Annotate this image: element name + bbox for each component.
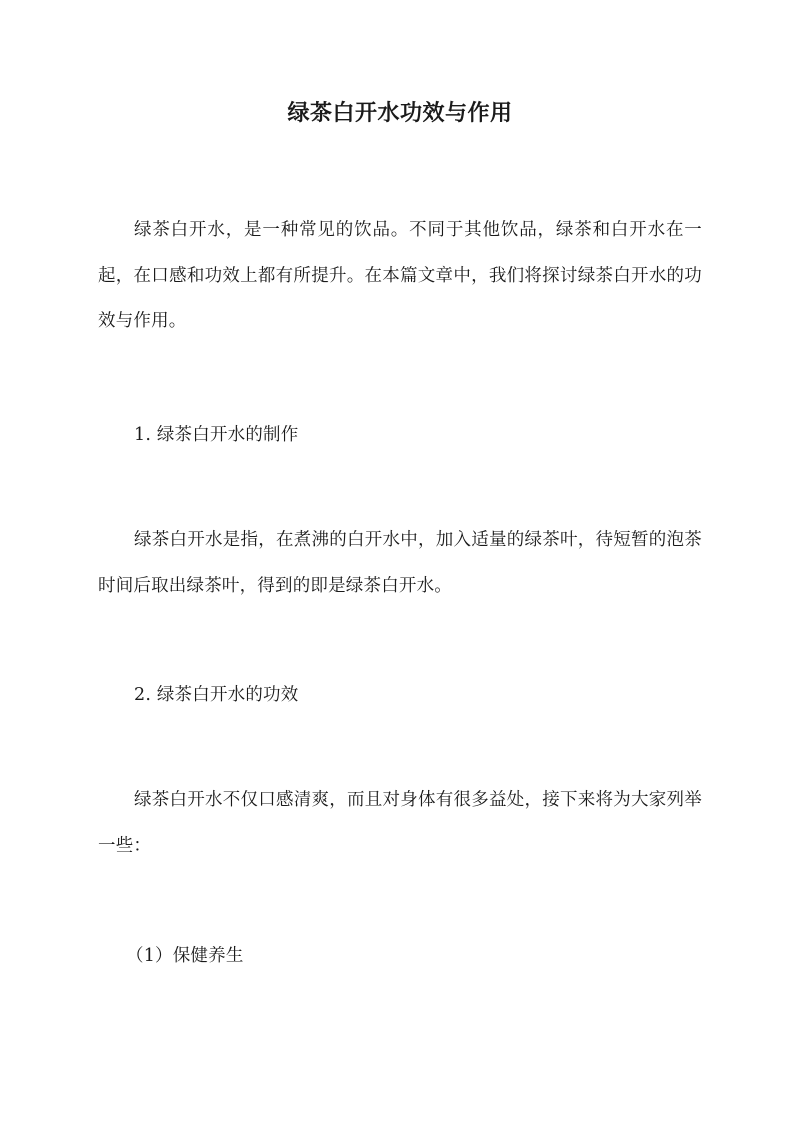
- intro-paragraph: 绿茶白开水，是一种常见的饮品。不同于其他饮品，绿茶和白开水在一起，在口感和功效上都有所提升。在本篇文章中，我们将探讨绿茶白开水的功效与作用。: [98, 220, 702, 331]
- section-2-paragraph: 绿茶白开水不仅口感清爽，而且对身体有很多益处，接下来将为大家列举一些：: [98, 790, 702, 856]
- section-1-paragraph: 绿茶白开水是指，在煮沸的白开水中，加入适量的绿茶叶，待短暂的泡茶时间后取出绿茶叶，得到的即是绿茶白开水。: [98, 530, 702, 596]
- subsection-heading: （1）保健养生: [126, 946, 244, 966]
- section-2-heading: 2. 绿茶白开水的功效: [134, 685, 299, 705]
- section-1-heading: 1. 绿茶白开水的制作: [134, 425, 299, 445]
- document-title: 绿茶白开水功效与作用: [287, 100, 513, 126]
